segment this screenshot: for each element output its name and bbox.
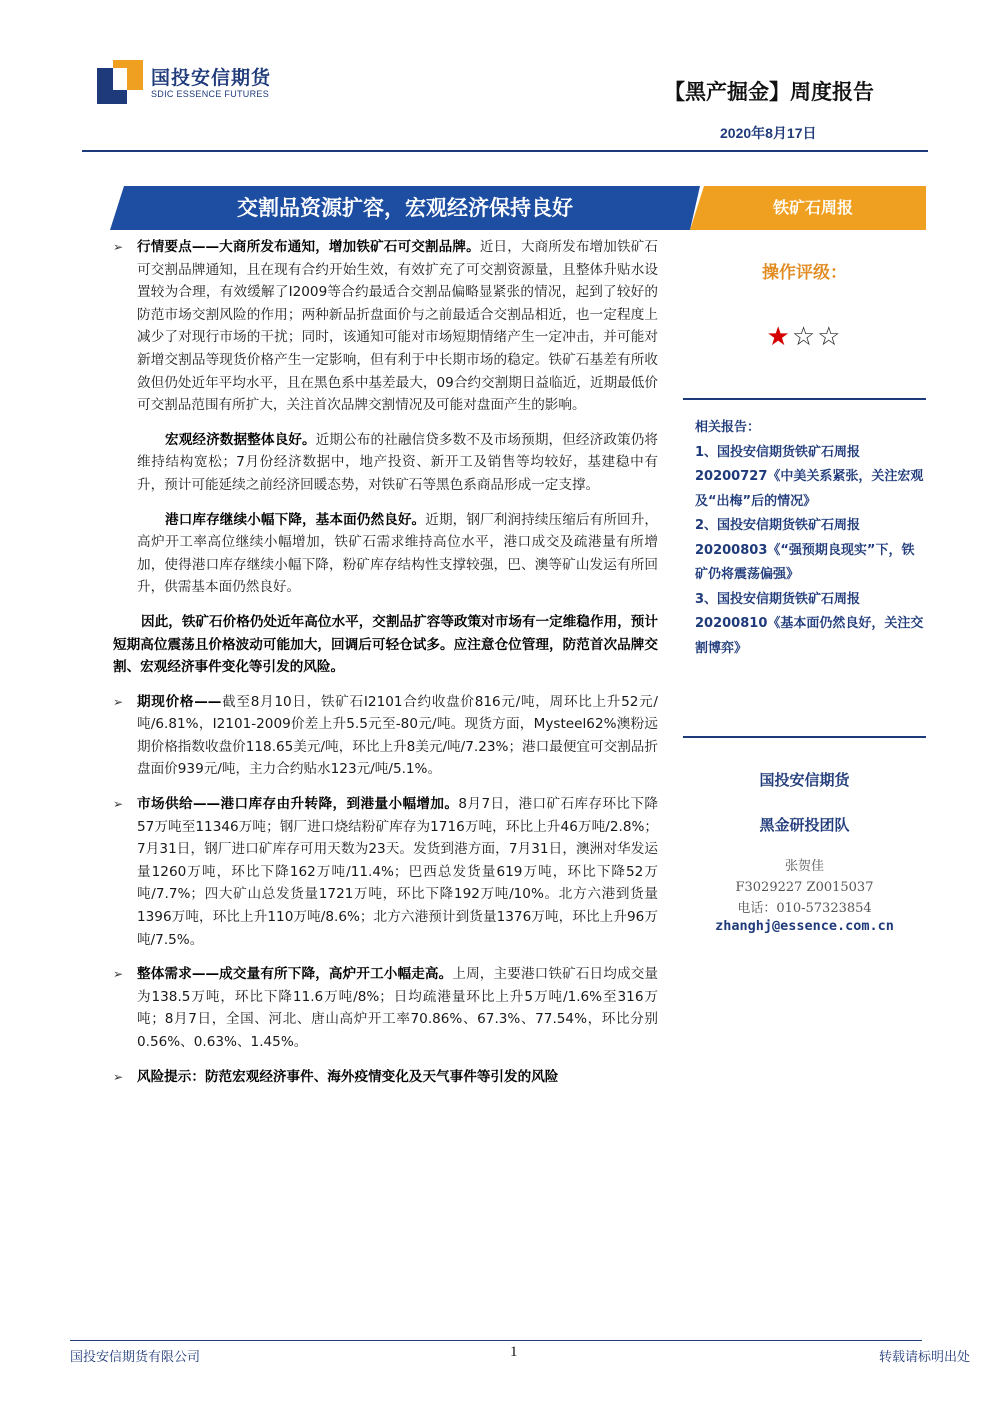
bullet-arrow-icon: ➢ [113,1069,124,1084]
inventory-body: 近期，钢厂利润持续压缩后有所回升，高炉开工率高位继续小幅增加，铁矿石需求维持高位水平，港口成交及疏港量有所增加，使得港口库存继续小幅下降，粉矿库存结构性支撑较强，巴、澳等矿山发运有所回升，供需基本面仍然良好。 [137,511,658,596]
market-highlights-paragraph [113,236,658,417]
star-full-icon: ★ [766,322,792,352]
macro-paragraph [113,429,658,497]
analyst-phone: 电话：010-57323854 [737,901,872,916]
risk-paragraph [113,1066,658,1089]
market-highlights-body: 近日，大商所发布增加铁矿石可交割品牌通知，且在现有合约开始生效，有效扩充了可交割资源量，且整体升贴水设置较为合理，有效缓解了I2009等合约最适合交割品偏略显紧张的情况，起到了较好的防范市场交割风险的作用；两种新品折盘面价与之前最适合交割品相近，也一定程度上减少了对现行市场的干扰；同时，该通知可能对市场短期情绪产生一定冲击，并可能对新增交割品等现货价格产生一定影响，但有利于中长期市场的稳定。铁矿石基差有所收敛但仍处近年平均水平，且在黑色系中基差最大，09合约交割期日益临近，近期最低价可交割品范围有所扩大，关注首次品牌交割情况及可能对盘面产生的影响。 [137,239,659,414]
analyst-name: 张贺佳 [784,859,824,874]
report-type: 【黑产掘金】周度报告 [664,80,874,104]
report-title: 交割品资源扩容，宏观经济保持良好 [237,196,573,220]
conclusion-text: 因此，铁矿石价格仍处近年高位水平，交割品扩容等政策对市场有一定维稳作用，预计短期高位震荡且价格波动可能加大，回调后可轻仓试多。应注意仓位管理，防范首次品牌交割、宏观经济事件变化等引发的风险。 [113,613,658,676]
related-reports-title: 相关报告： [695,420,761,435]
prices-body: 截至8月10日，铁矿石I2101合约收盘价816元/吨，周环比上升52元/吨/6.81%，I2101-2009价差上升5.5元至-80元/吨。现货方面，Mysteel62%澳粉远期价格指数收盘价118.65美元/吨，环比上升8美元/吨/7.23%；港口最便宜可交割品折盘面价939元/吨，主力合约贴水123元/吨/5.1%。 [137,693,659,778]
star-empty-icon: ☆☆ [791,322,843,352]
footer-notice: 转载请标明出处 [878,1350,970,1365]
supply-lead: 市场供给——港口库存由升转降，到港量小幅增加。 [137,796,459,813]
risk-text: 风险提示：防范宏观经济事件、海外疫情变化及天气事件等引发的风险 [137,1068,559,1085]
demand-body: 上周，主要港口铁矿石日均成交量为138.5万吨，环比下降11.6万吨/8%；日均疏港量环比上升5万吨/1.6%至316万吨；8月7日，全国、河北、唐山高炉开工率70.86%、67.3%、77.54%，环比分别0.56%、0.63%、1.45%。 [137,966,659,1050]
related-report-item[interactable]: 1、国投安信期货铁矿石周报20200727《中美关系紧张，关注宏观及“出梅”后的情况》 [695,444,924,509]
report-category-tag: 铁矿石周报 [772,198,853,217]
side-divider-top [683,398,926,400]
demand-lead: 整体需求——成交量有所下降，高炉开工小幅走高。 [137,966,453,983]
prices-paragraph [113,691,658,781]
related-report-item[interactable]: 3、国投安信期货铁矿石周报20200810《基本面仍然良好，关注交割博弈》 [695,591,924,656]
page-number: 1 [510,1344,518,1360]
company-name: 国投安信期货 [759,771,850,789]
logo-text-cn: 国投安信期货 [151,67,272,89]
main-content [113,236,658,1088]
inventory-lead: 港口库存继续小幅下降，基本面仍然良好。 [165,511,426,528]
bullet-arrow-icon: ➢ [113,967,124,982]
footer-divider [70,1340,922,1341]
market-highlights-lead: 行情要点——大商所发布通知，增加铁矿石可交割品牌。 [137,239,480,255]
demand-paragraph [113,963,658,1053]
bullet-arrow-icon: ➢ [113,240,124,254]
macro-body: 近期公布的社融信贷多数不及市场预期，但经济政策仍将维持结构宽松；7月份经济数据中，地产投资、新开工及销售等均较好，基建稳中有升，预计可能延续之前经济回暖态势，对铁矿石等黑色系商品形成一定支撑。 [137,431,658,493]
analyst-info [683,856,926,919]
logo-text-en: SDIC ESSENCE FUTURES [151,89,270,99]
bullet-arrow-icon: ➢ [113,694,124,709]
analyst-email-link[interactable]: zhanghj@essence.com.cn [715,918,894,934]
header-divider [82,150,928,152]
conclusion-paragraph [113,611,658,679]
inventory-paragraph [113,509,658,599]
report-date: 2020年8月17日 [720,125,817,141]
analyst-ids: F3029227 Z0015037 [735,880,874,895]
supply-paragraph [113,793,658,951]
side-divider-bottom [683,736,926,738]
company-logo [97,57,297,107]
macro-lead: 宏观经济数据整体良好。 [165,431,316,448]
bullet-arrow-icon: ➢ [113,797,124,812]
rating-label: 操作评级： [762,263,847,283]
prices-lead: 期现价格—— [137,693,222,710]
team-name: 黑金研投团队 [759,816,850,834]
logo-mark-icon [97,60,143,104]
related-report-item[interactable]: 2、国投安信期货铁矿石周报20200803《“强预期良现实”下，铁矿仍将震荡偏强》 [695,518,915,582]
footer-company: 国投安信期货有限公司 [70,1350,201,1365]
rating-stars [683,322,926,352]
supply-body: 8月7日，港口矿石库存环比下降57万吨至11346万吨；钢厂进口烧结粉矿库存为1716万吨，环比上升46万吨/2.8%；7月31日，钢厂进口矿库存可用天数为23天。发货到港方面，7月31日，澳洲对华发运量1260万吨，环比下降162万吨/11.4%；巴西总发货量619万吨，环比下降52万吨/7.7%；四大矿山总发货量1721万吨，环比下降192万吨/10%。北方六港到货量1396万吨，环比上升110万吨/8.6%；北方六港预计到货量1376万吨，环比上升96万吨/7.5%。 [137,796,659,948]
related-reports [695,416,927,661]
